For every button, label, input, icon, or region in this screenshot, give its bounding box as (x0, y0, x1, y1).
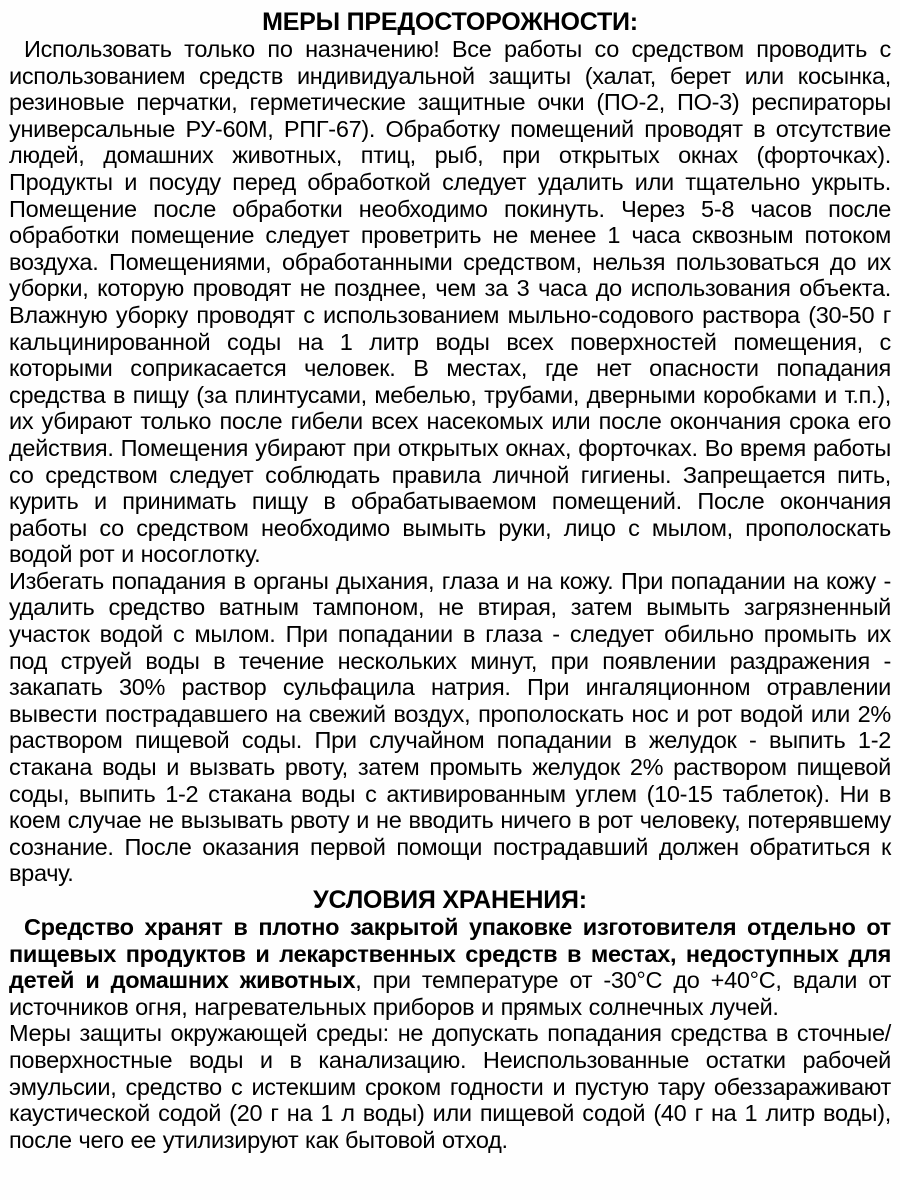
paragraph-environment-protection-text: Меры защиты окружающей среды: не допускать попадания средства в сточные/поверхностные воды и в канализацию. Неиспользованные остатки рабочей эмульсии, средство с истекшим сроком годности и пустую тару обеззараживают каустической содой (20 г на 1 л воды) или пищевой содой (40 г на 1 литр воды), после чего ее утилизируют как бытовой отход. (9, 1020, 891, 1153)
paragraph-first-aid-text: Избегать попадания в органы дыхания, глаза и на кожу. При попадании на кожу - удалить средство ватным тампоном, не втирая, затем вымыть загрязненный участок водой с мылом. При попадании в глаза - следует обильно промыть их под струей воды в течение нескольких минут, при появлении раздражения - закапать 30% раствор сульфацила натрия. При ингаляционном отравлении вывести пострадавшего на свежий воздух, прополоскать нос и рот водой или 2% раствором пищевой соды. При случайном попадании в желудок - выпить 1-2 стакана воды и вызвать рвоту, затем промыть желудок 2% раствором пищевой соды, выпить 1-2 стакана воды с активированным углем (10-15 таблеток). Ни в коем случае не вызывать рвоту и не вводить ничего в рот человеку, потерявшему сознание. После оказания первой помощи пострадавший должен обратиться к врачу. (9, 567, 891, 887)
paragraph-first-aid (9, 568, 891, 887)
paragraph-usage-precautions (9, 36, 891, 568)
section-heading-storage: УСЛОВИЯ ХРАНЕНИЯ: (313, 886, 587, 914)
paragraph-environment-protection (9, 1020, 891, 1153)
paragraph-storage-conditions (9, 914, 891, 1020)
paragraph-usage-precautions-text: Использовать только по назначению! Все работы со средством проводить с использованием средств индивидуальной защиты (халат, берет или косынка, резиновые перчатки, герметические защитные очки (ПО-2, ПО-3) респираторы универсальные РУ-60М, РПГ-67). Обработку помещений проводят в отсутствие людей, домашних животных, птиц, рыб, при открытых окнах (форточках). Продукты и посуду перед обработкой следует удалить или тщательно укрыть. Помещение после обработки необходимо покинуть. Через 5-8 часов после обработки помещение следует проветрить не менее 1 часа сквозным потоком воздуха. Помещениями, обработанными средством, нельзя пользоваться до их уборки, которую проводят не позднее, чем за 3 часа до использования объекта. Влажную уборку проводят с использованием мыльно-содового раствора (30-50 г кальцинированной соды на 1 литр воды всех поверхностей помещения, с которыми соприкасается человек. В местах, где нет опасности попадания средства в пищу (за плинтусами, мебелью, трубами, дверными коробками и т.п.), их убирают только после гибели всех насекомых или после окончания срока его действия. Помещения убирают при открытых окнах, форточках. Во время работы со средством следует соблюдать правила личной гигиены. Запрещается пить, курить и принимать пищу в обрабатываемом помещений. После окончания работы со средством необходимо вымыть руки, лицо с мылом, прополоскать водой рот и носоглотку. (9, 36, 891, 568)
section-heading-precautions: МЕРЫ ПРЕДОСТОРОЖНОСТИ: (262, 8, 638, 36)
paragraph-storage-conditions-regular-text: , при температуре от -30°С до +40°С, вдали от источников огня, нагревательных приборов и прямых солнечных лучей. (9, 967, 891, 1020)
paragraph-storage-conditions-bold-text: Средство хранят в плотно закрытой упаковке изготовителя отдельно от пищевых продуктов и лекарственных средств в местах, недоступных для детей и домашних животных (9, 914, 891, 994)
